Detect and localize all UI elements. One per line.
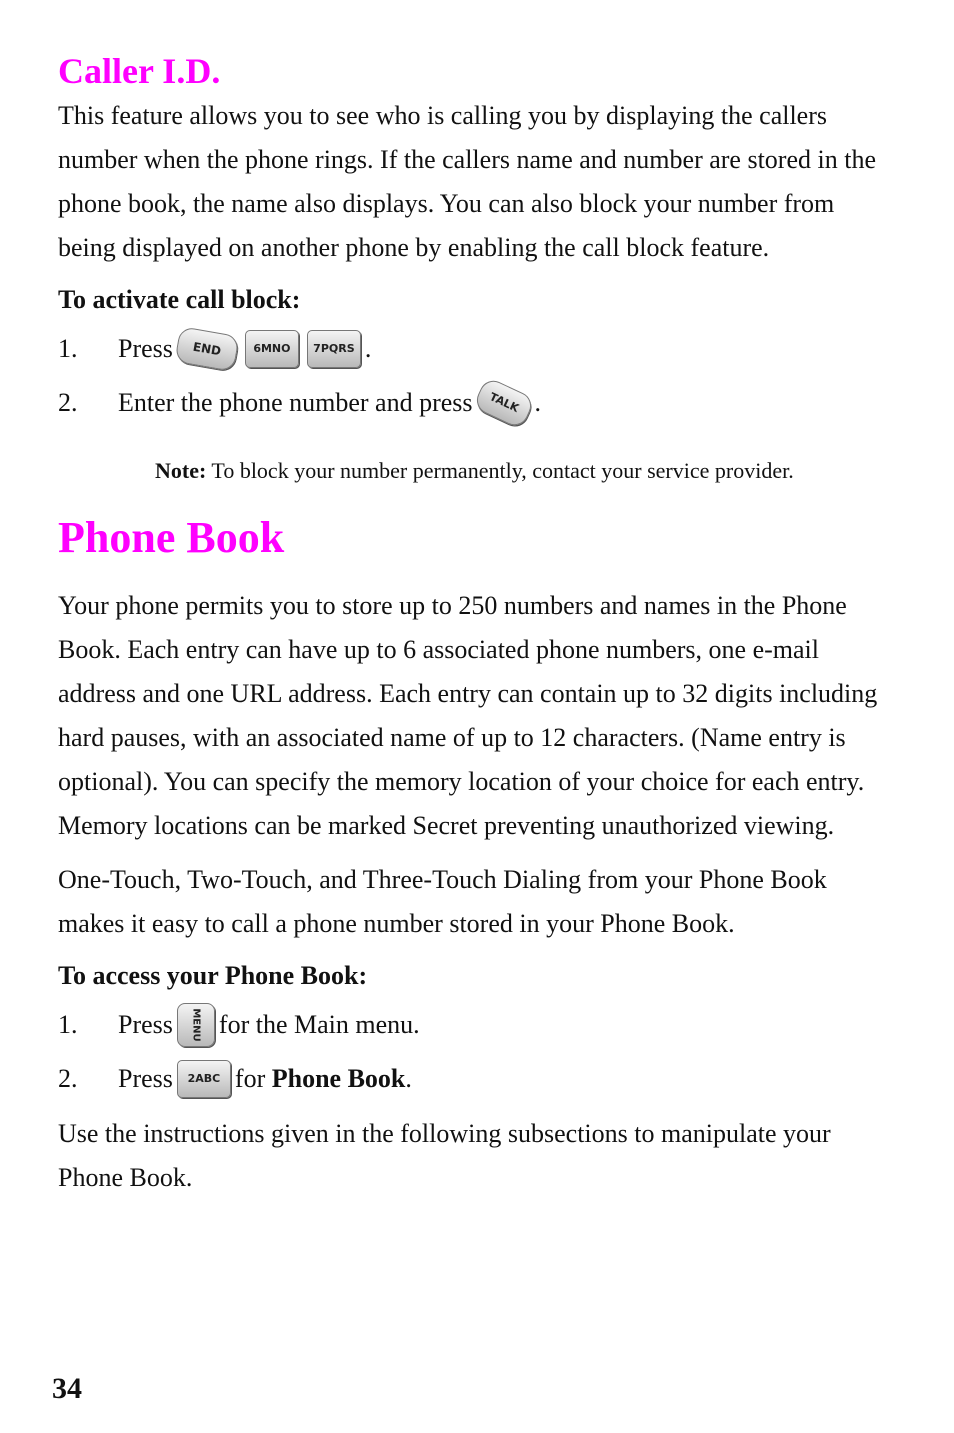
step-text-for: for xyxy=(234,1064,266,1093)
end-key-icon: END xyxy=(174,326,239,372)
phone-book-closing: Use the instructions given in the following subsections to manipulate your Phone Book. xyxy=(58,1119,831,1192)
step-text: Press xyxy=(118,334,173,363)
step-text: Press xyxy=(118,1010,173,1039)
access-phone-book-subheading: To access your Phone Book: xyxy=(58,961,368,990)
step-text: Press xyxy=(118,1064,173,1093)
step-number: 1. xyxy=(58,334,78,363)
call-block-step-2 xyxy=(58,376,888,430)
phone-book-step-1 xyxy=(58,998,888,1052)
step-number: 1. xyxy=(58,1010,78,1039)
talk-key-icon: TALK xyxy=(472,376,535,430)
step-text-end: . xyxy=(405,1064,412,1093)
call-block-note xyxy=(155,454,888,488)
note-text: To block your number permanently, contact your service provider. xyxy=(211,458,794,483)
note-label: Note: xyxy=(155,458,207,483)
page-number: 34 xyxy=(52,1372,82,1405)
page-content xyxy=(58,48,888,1200)
step-number: 2. xyxy=(58,388,78,417)
step-text-end: . xyxy=(364,334,372,363)
call-block-step-1 xyxy=(58,322,888,376)
menu-key-icon: MENU xyxy=(177,1003,215,1047)
seven-key-icon: 7PQRS xyxy=(307,330,361,368)
phone-book-paragraph-1: Your phone permits you to store up to 250 numbers and names in the Phone Book. Each entry can have up to 6 associated phone numbers, one e-mail address and one URL address. Each entry can contain up to 32 digits including hard pauses, with an associated name of up to 12 characters. (Name entry is optional). You can specify the memory location of your choice for each entry. Memory locations can be marked Secret preventing unauthorized viewing. xyxy=(58,591,878,840)
step-text: Enter the phone number and press xyxy=(118,388,473,417)
phone-book-bold: Phone Book xyxy=(271,1064,406,1093)
step-number: 2. xyxy=(58,1064,78,1093)
phone-book-paragraph-2: One-Touch, Two-Touch, and Three-Touch Dialing from your Phone Book makes it easy to call a phone number stored in your Phone Book. xyxy=(58,865,827,938)
call-block-subheading: To activate call block: xyxy=(58,285,301,314)
two-key-icon: 2ABC xyxy=(177,1060,231,1098)
caller-id-paragraph: This feature allows you to see who is calling you by displaying the callers number when the phone rings. If the callers name and number are stored in the phone book, the name also displays. You can also block your number from being displayed on another phone by enabling the call block feature. xyxy=(58,101,876,262)
caller-id-heading: Caller I.D. xyxy=(58,51,221,91)
step-text-end: for the Main menu. xyxy=(218,1010,420,1039)
phone-book-heading: Phone Book xyxy=(58,513,285,562)
step-text-end: . xyxy=(534,388,542,417)
phone-book-step-2 xyxy=(58,1052,888,1106)
six-key-icon: 6MNO xyxy=(245,330,299,368)
